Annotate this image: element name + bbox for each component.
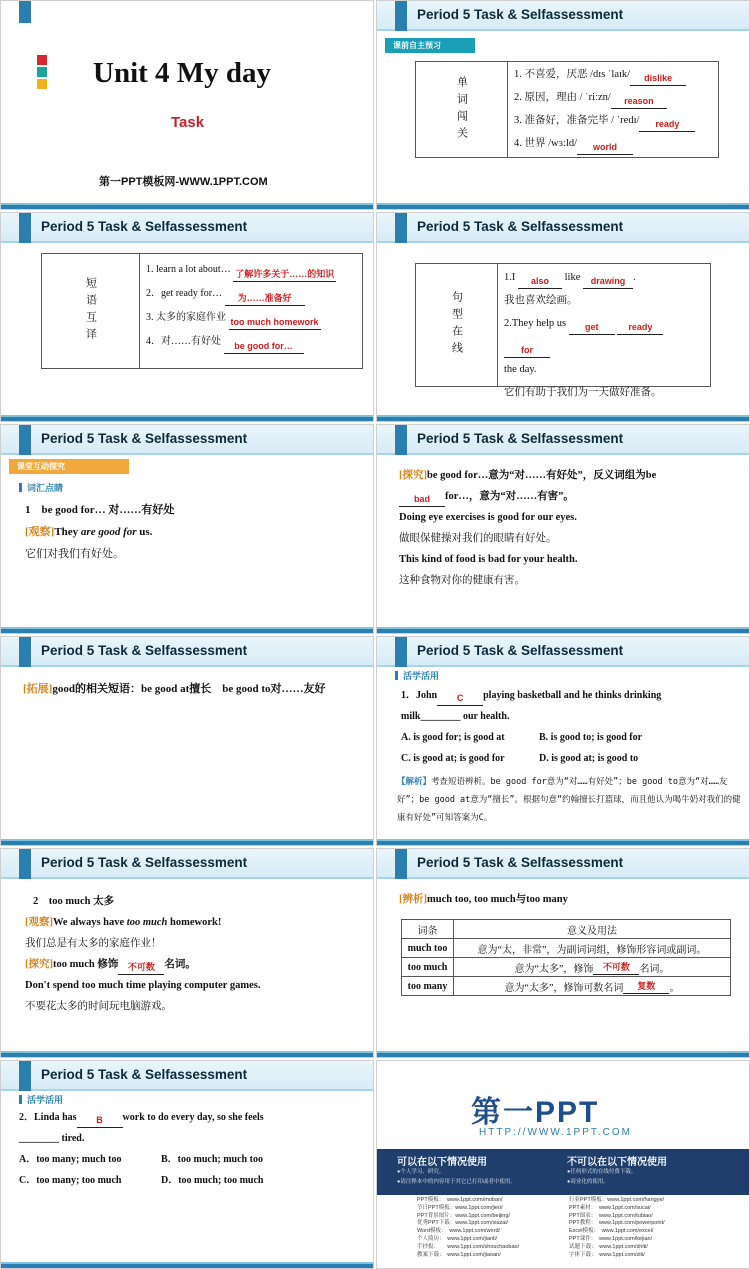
footer-bar (1, 841, 373, 845)
table-answer: 复数 (637, 980, 656, 991)
ad-link[interactable]: 试题下载： www.1ppt.com/shiti/ (569, 1243, 648, 1250)
ad-link[interactable]: Word模板： www.1ppt.com/word/ (417, 1228, 501, 1235)
vocab-label: 单词闯关 (455, 75, 468, 144)
cannot-2: ●商业化的使用。 (567, 1179, 609, 1185)
options-row-1 (401, 727, 737, 748)
option-c[interactable]: C．too many; too much (19, 1175, 122, 1186)
can-1: ●个人学习、研究。 (397, 1169, 445, 1175)
sentence-2-cn: 它们有助于我们为一天做好准备。 (504, 387, 662, 398)
slide-practice-2 (0, 1060, 374, 1269)
explore-line: [探究]too much 修饰 不可数 名词。 (25, 954, 365, 975)
footer-bar (377, 841, 749, 845)
slide-header: Period 5 Task & Selfassessment (377, 1, 749, 31)
footer-bar (1, 417, 373, 421)
footer-bar (377, 205, 749, 209)
vocab-box (415, 61, 719, 158)
ad-link[interactable]: 教案下载： www.1ppt.com/jiaoan/ (417, 1251, 501, 1258)
slide-cover (0, 0, 374, 210)
option-d[interactable]: D. is good at; is good to (539, 753, 639, 764)
vocab-point: 1 be good for… 对……有好处 (25, 504, 175, 516)
square-red-icon (37, 55, 47, 65)
answer-get: get (585, 322, 599, 332)
ad-link[interactable]: PPT图表： www.1ppt.com/tubiao/ (569, 1212, 653, 1219)
answer-b: B (96, 1115, 103, 1125)
phrases-box (41, 253, 363, 369)
observe-cn: 我们总是有太多的家庭作业！ (25, 938, 162, 949)
vocab-item: 1. 不喜爱，厌恶 /dɪs ˈlaɪk/ dislike (514, 63, 712, 86)
ad-link[interactable]: PPT背景图片：www.1ppt.com/beijing/ (417, 1212, 510, 1219)
example-2-cn: 这种食物对你的健康有害。 (399, 575, 525, 586)
observe-cn: 它们对我们有好处。 (25, 548, 124, 560)
option-b[interactable]: B．too much; much too (161, 1154, 263, 1165)
example-cn: 不要花太多的时间玩电脑游戏。 (25, 1001, 172, 1012)
options-row-1 (19, 1149, 365, 1170)
options-row-2 (19, 1170, 365, 1191)
ad-link[interactable]: PPT课件： www.1ppt.com/kejian/ (569, 1235, 653, 1242)
phrase-answer: be good for… (234, 341, 293, 351)
ad-link[interactable]: 节日PPT模板：www.1ppt.com/jieri/ (417, 1204, 503, 1211)
links-right (569, 1197, 665, 1259)
footer-bar (377, 1053, 749, 1057)
slide-practice-1 (376, 636, 750, 846)
ad-usage-band (377, 1149, 750, 1195)
section-banner: 课前自主预习 (385, 38, 475, 53)
vocab-item: 2. 原因，理由 / ˈriːzn/ reason (514, 86, 712, 109)
slide-header: Period 5 Task & Selfassessment (1, 1061, 373, 1091)
table-term: much too (402, 939, 454, 958)
question-2: 2．Linda has B work to do every day, so she feels (19, 1107, 365, 1128)
slide-ad (376, 1060, 750, 1269)
phrases-list (140, 254, 362, 368)
square-teal-icon (37, 67, 47, 77)
table-answer: 不可数 (602, 961, 630, 972)
ad-link[interactable]: 手抄报： www.1ppt.com/shouchaobao/ (417, 1243, 520, 1250)
table-header-term: 词条 (402, 920, 454, 939)
expand-text: [拓展]good的相关短语：be good at擅长 be good to对……友好 (23, 683, 326, 695)
vocab-answer: dislike (644, 73, 673, 83)
links-left (417, 1197, 519, 1259)
ad-link[interactable]: PPT素材： www.1ppt.com/sucai/ (569, 1204, 651, 1211)
answer-c: C (456, 693, 464, 703)
phrase-item: 4．对……有好处 be good for… (146, 330, 356, 354)
ad-link[interactable]: 优秀PPT下载：www.1ppt.com/xiazai/ (417, 1220, 509, 1227)
example-1-cn: 做眼保健操对我们的眼睛有好处。 (399, 533, 557, 544)
example-2: This kind of food is bad for your health. (399, 554, 578, 565)
cannot-1: ●任何形式的在线付费下载。 (567, 1169, 637, 1175)
slide-explore-2 (376, 424, 750, 634)
answer-also: also (530, 276, 549, 286)
ad-link[interactable]: 行业PPT模板：www.1ppt.com/hangye/ (569, 1197, 665, 1203)
explore-line-2: bad for…，意为“对……有害”。 (399, 486, 735, 507)
observe-line: [观察]They are good for us. (25, 526, 153, 538)
sentence-2-end: the day. (504, 364, 537, 375)
table-row (402, 977, 731, 996)
slide-header: Period 5 Task & Selfassessment (377, 637, 749, 667)
table-usage: 意为“太多”，修饰 不可数 名词。 (454, 958, 731, 977)
footer-bar (1, 629, 373, 633)
table-term: too much (402, 958, 454, 977)
phrase-answer: 了解许多关于……的知识 (235, 269, 335, 279)
option-d[interactable]: D．too much; too much (161, 1175, 264, 1186)
sentences-label: 句型在线 (450, 291, 463, 359)
slide-header: Period 5 Task & Selfassessment (377, 213, 749, 243)
section-label: 活学活用 (395, 669, 439, 682)
vocab-answer: world (593, 142, 618, 152)
sentence-1-cn: 我也喜欢绘画。 (504, 295, 578, 306)
table-row (402, 958, 731, 977)
option-b[interactable]: B. is good to; is good for (539, 732, 643, 743)
slide-compare (376, 848, 750, 1058)
can-2: ●请注释本中的内容用于其它已打印或者中使用。 (397, 1179, 516, 1185)
footer-bar (1, 1264, 373, 1268)
point-title: 2 too much 太多 (33, 896, 115, 907)
vocab-list (508, 62, 718, 157)
vocab-answer: ready (655, 119, 680, 129)
cover-title: Unit 4 My day (93, 57, 272, 89)
table-usage: 意为“太，非常”，为副词词组，修饰形容词或副词。 (454, 939, 731, 958)
compare-table (401, 919, 731, 996)
slide-header: Period 5 Task & Selfassessment (1, 637, 373, 667)
slide-explore-1 (0, 424, 374, 634)
answer-uncountable: 不可数 (127, 962, 155, 972)
square-yellow-icon (37, 79, 47, 89)
question-1: 1．John C playing basketball and he thinks drinking (401, 685, 737, 706)
ad-logo: 第一PPT (471, 1096, 600, 1129)
options-row-2 (401, 748, 737, 769)
section-label: 活学活用 (19, 1093, 63, 1106)
ad-link[interactable]: 个人简历： www.1ppt.com/jianli/ (417, 1235, 498, 1242)
table-usage: 意为“太多”，修饰可数名词 复数 。 (454, 977, 731, 996)
phrase-item: 1. learn a lot about… 了解许多关于……的知识 (146, 258, 356, 282)
answer-drawing: drawing (590, 276, 626, 286)
footer-bar (1, 205, 373, 209)
footer-bar (377, 629, 749, 633)
ad-link[interactable]: PPT教程： www.1ppt.com/powerpoint/ (569, 1220, 665, 1227)
section-banner: 课堂互动探究 (9, 459, 129, 474)
slide-header: Period 5 Task & Selfassessment (1, 213, 373, 243)
example: Don't spend too much time playing computer games. (25, 980, 261, 991)
ad-link[interactable]: Excel模板： www.1ppt.com/excel/ (569, 1228, 654, 1235)
sentence-1: 1.I also like drawing . (504, 266, 704, 289)
phrase-item: 2．get ready for… 为……准备好 (146, 282, 356, 306)
slide-header: Period 5 Task & Selfassessment (377, 849, 749, 879)
compare-title: [辨析]much too, too much与too many (399, 894, 568, 905)
option-a[interactable]: A．too many; much too (19, 1154, 122, 1165)
option-c[interactable]: C. is good at; is good for (401, 753, 505, 764)
observe-line: [观察]We always have too much homework! (25, 917, 222, 928)
answer-bad: bad (413, 494, 430, 504)
slide-phrases (0, 212, 374, 422)
question-2-line2: ________ tired. (19, 1133, 85, 1144)
cannot-title: 不可以在以下情况使用 (567, 1157, 667, 1168)
table-header-usage: 意义及用法 (454, 920, 731, 939)
section-label: 词汇点睛 (19, 481, 63, 494)
table-term: too many (402, 977, 454, 996)
explanation: 【解析】考查短语辨析。be good for意为“对……有好处”；be good to意为“对……友好”；be good at意为“擅长”。根据句意“约翰擅长打篮球，而且他认为喝牛奶对我们的健康有好处”可知答案为C。 (397, 777, 741, 823)
answer-for: for (521, 345, 533, 355)
top-accent-bar (19, 1, 31, 23)
cover-subtitle: Task (171, 114, 205, 131)
vocab-answer: reason (624, 96, 654, 106)
footer-bar (1, 1053, 373, 1057)
ad-url: HTTP://WWW.1PPT.COM (479, 1127, 632, 1138)
phrase-item: 3. 太多的家庭作业 too much homework (146, 306, 356, 330)
can-title: 可以在以下情况使用 (397, 1157, 487, 1168)
vocab-item: 4. 世界 /wɜːld/ world (514, 132, 712, 155)
slide-expand (0, 636, 374, 846)
ad-link[interactable]: 字体下载： www.1ppt.com/ziti/ (569, 1251, 645, 1258)
slide-header: Period 5 Task & Selfassessment (1, 425, 373, 455)
phrase-answer: too much homework (230, 317, 319, 327)
slide-header: Period 5 Task & Selfassessment (1, 849, 373, 879)
question-1-line2: milk________ our health. (401, 711, 510, 722)
cover-site: 第一PPT模板网-WWW.1PPT.COM (99, 176, 268, 188)
table-row (402, 939, 731, 958)
example-1: Doing eye exercises is good for our eyes. (399, 512, 577, 523)
ad-link[interactable]: PPT模板： www.1ppt.com/moban/ (417, 1197, 503, 1203)
answer-ready: ready (628, 322, 653, 332)
phrase-answer: 为……准备好 (237, 293, 292, 303)
option-a[interactable]: A. is good for; is good at (401, 732, 505, 743)
vocab-item: 3. 准备好，准备完毕 / ˈredɪ/ ready (514, 109, 712, 132)
slide-point-2 (0, 848, 374, 1058)
explore-line-1: [探究]be good for…意为“对……有好处”，反义词组为be (399, 470, 657, 481)
slide-vocab (376, 0, 750, 210)
slide-sentences (376, 212, 750, 422)
slide-header: Period 5 Task & Selfassessment (377, 425, 749, 455)
phrases-label: 短语互译 (84, 277, 97, 345)
sentences-box (415, 263, 711, 398)
sentence-2: 2.They help us get ready for (504, 312, 704, 358)
footer-bar (377, 417, 749, 421)
